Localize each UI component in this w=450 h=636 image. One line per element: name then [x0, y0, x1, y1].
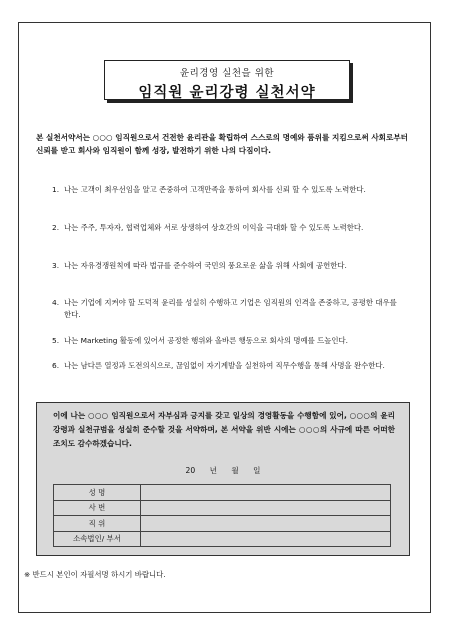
pledge-box	[36, 402, 410, 556]
item-text: 나는 기업에 지켜야 할 도덕적 윤리를 성실히 수행하고 기업은 임직원의 인격을 존중하고, 공평한 대우를 한다.	[64, 298, 397, 319]
name-label: 성 명	[54, 485, 141, 501]
title-box	[104, 60, 350, 100]
document-subtitle: 윤리경영 실천을 위한	[179, 68, 275, 79]
item-number: 2.	[52, 223, 60, 232]
footnote: ※ 반드시 본인이 자필서명 하시기 바랍니다.	[24, 570, 166, 579]
item-number: 5.	[52, 336, 60, 345]
name-field[interactable]	[141, 485, 391, 501]
list-item	[52, 360, 402, 372]
item-text: 나는 자유경쟁원칙에 따라 법규를 준수하여 국민의 풍요로운 삶을 위해 사회에 공헌한다.	[64, 261, 347, 270]
item-text: 나는 주주, 투자자, 협력업체와 서로 상생하여 상호간의 이익을 극대화 할 수 있도록 노력한다.	[64, 223, 364, 232]
date-line: 20 년 월 일	[185, 466, 261, 475]
pledge-text: 이에 나는 ○○○ 임직원으로서 자부심과 긍지를 갖고 일상의 경영활동을 수행함에 있어, ○○○의 윤리강령과 실천규범을 성실히 준수할 것을 서약하며, 본 서약을 위반 시에는 ○○○의 사규에 따른 어떠한 조치도 감수하겠습니다.	[53, 411, 395, 448]
table-row	[54, 485, 391, 501]
table-row	[54, 531, 391, 547]
table-row	[54, 516, 391, 532]
signature-table	[53, 484, 391, 547]
item-number: 1.	[52, 185, 60, 194]
item-text: 나는 고객이 최우선임을 알고 존중하여 고객만족을 통하여 회사를 신뢰 할 수 있도록 노력한다.	[64, 185, 366, 194]
item-text: 나는 Marketing 활동에 있어서 공정한 행위와 올바른 행동으로 회사의 명예를 드높인다.	[64, 336, 348, 345]
list-item	[52, 335, 402, 347]
list-item	[52, 297, 402, 321]
item-number: 3.	[52, 261, 60, 270]
list-item	[52, 222, 402, 234]
list-item	[52, 184, 402, 196]
list-item	[52, 260, 402, 272]
position-field[interactable]	[141, 516, 391, 532]
table-row	[54, 500, 391, 516]
employee-id-label: 사 번	[54, 500, 141, 516]
employee-id-field[interactable]	[141, 500, 391, 516]
item-number: 6.	[52, 361, 60, 370]
item-text: 나는 남다른 열정과 도전의식으로, 끊임없이 자기계발을 실천하여 직무수행을 통해 사명을 완수한다.	[64, 361, 385, 370]
item-number: 4.	[52, 298, 60, 307]
document-title: 임직원 윤리강령 실천서약	[138, 84, 316, 101]
department-label: 소속법인/ 부서	[54, 531, 141, 547]
position-label: 직 위	[54, 516, 141, 532]
department-field[interactable]	[141, 531, 391, 547]
intro-paragraph: 본 실천서약서는 ○○○ 임직원으로서 건전한 윤리관을 확립하여 스스로의 명예와 품위를 지킴으로써 사회로부터 신뢰를 받고 회사와 임직원이 함께 성장, 발전하기 위한 나의 다짐이다.	[36, 133, 408, 155]
